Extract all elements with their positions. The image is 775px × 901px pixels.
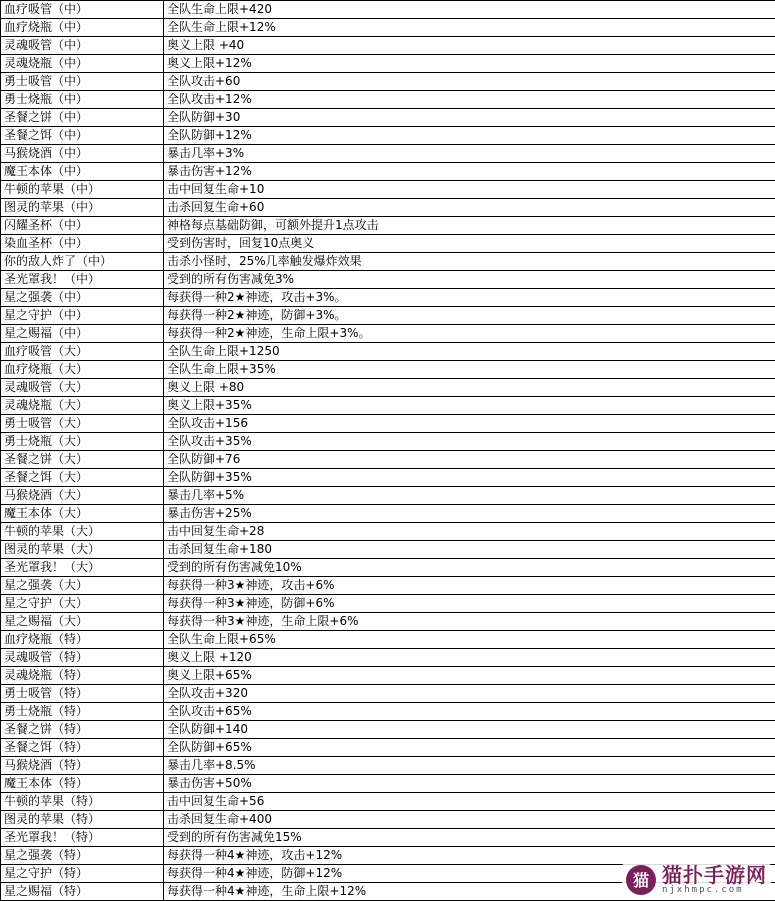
table-row [1, 397, 775, 415]
item-effect-cell: 全队防御+12% [164, 127, 775, 145]
item-name-cell: 圣餐之饵（大） [1, 469, 164, 487]
item-name-cell: 灵魂烧瓶（特） [1, 667, 164, 685]
item-effect-cell: 击杀回复生命+60 [164, 199, 775, 217]
item-effect-cell: 每获得一种3★神迹，生命上限+6% [164, 613, 775, 631]
table-row [1, 73, 775, 91]
item-name-cell: 灵魂吸管（大） [1, 379, 164, 397]
table-body [1, 1, 775, 901]
item-name-cell: 勇士烧瓶（大） [1, 433, 164, 451]
item-name-cell: 星之守护（大） [1, 595, 164, 613]
item-name-cell: 勇士烧瓶（中） [1, 91, 164, 109]
table-row [1, 181, 775, 199]
item-name-cell: 马猴烧酒（中） [1, 145, 164, 163]
item-effect-cell: 全队生命上限+420 [164, 1, 775, 19]
item-effect-cell: 奥义上限 +40 [164, 37, 775, 55]
item-effect-cell: 全队防御+140 [164, 721, 775, 739]
item-name-cell: 勇士吸管（大） [1, 415, 164, 433]
item-effect-cell: 受到的所有伤害减免15% [164, 829, 775, 847]
table-row [1, 235, 775, 253]
item-name-cell: 牛顿的苹果（特） [1, 793, 164, 811]
item-effect-cell: 击杀小怪时，25%几率触发爆炸效果 [164, 253, 775, 271]
table-row [1, 127, 775, 145]
item-name-cell: 牛顿的苹果（大） [1, 523, 164, 541]
item-effect-cell: 全队防御+30 [164, 109, 775, 127]
item-name-cell: 灵魂烧瓶（大） [1, 397, 164, 415]
item-effect-cell: 每获得一种4★神迹，生命上限+12% [164, 883, 775, 901]
item-name-cell: 星之强袭（特） [1, 847, 164, 865]
item-effect-cell: 全队防御+65% [164, 739, 775, 757]
item-name-cell: 魔王本体（大） [1, 505, 164, 523]
item-effect-cell: 击中回复生命+28 [164, 523, 775, 541]
item-name-cell: 星之守护（特） [1, 865, 164, 883]
table-row [1, 289, 775, 307]
item-name-cell: 血疗吸管（大） [1, 343, 164, 361]
item-effect-cell: 全队攻击+65% [164, 703, 775, 721]
item-effect-cell: 全队攻击+35% [164, 433, 775, 451]
item-effect-cell: 全队生命上限+1250 [164, 343, 775, 361]
item-effect-cell: 暴击几率+5% [164, 487, 775, 505]
cat-logo-icon: 猫 [626, 865, 656, 895]
item-name-cell: 圣餐之饼（大） [1, 451, 164, 469]
site-watermark [622, 863, 771, 897]
item-name-cell: 星之赐福（中） [1, 325, 164, 343]
item-name-cell: 灵魂烧瓶（中） [1, 55, 164, 73]
table-row [1, 595, 775, 613]
item-effect-cell: 受到伤害时，回复10点奥义 [164, 235, 775, 253]
item-effect-cell: 暴击伤害+50% [164, 775, 775, 793]
table-row [1, 325, 775, 343]
table-row [1, 451, 775, 469]
table-row [1, 757, 775, 775]
table-row [1, 667, 775, 685]
item-effect-cell: 全队生命上限+12% [164, 19, 775, 37]
item-effect-cell: 暴击伤害+25% [164, 505, 775, 523]
table-row [1, 217, 775, 235]
item-effect-cell: 每获得一种3★神迹，防御+6% [164, 595, 775, 613]
item-effect-cell: 全队防御+76 [164, 451, 775, 469]
item-effect-cell: 受到的所有伤害减免3% [164, 271, 775, 289]
table-row [1, 469, 775, 487]
table-row [1, 829, 775, 847]
item-name-cell: 马猴烧酒（大） [1, 487, 164, 505]
item-name-cell: 圣光罩我！（特） [1, 829, 164, 847]
item-effect-cell: 击杀回复生命+180 [164, 541, 775, 559]
watermark-site-name: 猫扑手游网 [662, 862, 767, 887]
table-row [1, 649, 775, 667]
table-row [1, 559, 775, 577]
item-name-cell: 闪耀圣杯（中） [1, 217, 164, 235]
item-name-cell: 灵魂吸管（特） [1, 649, 164, 667]
item-name-cell: 圣餐之饼（中） [1, 109, 164, 127]
watermark-url: njxhmpc.com [662, 884, 744, 895]
item-effect-cell: 每获得一种2★神迹，攻击+3%。 [164, 289, 775, 307]
item-effect-cell: 全队生命上限+65% [164, 631, 775, 649]
table-row [1, 433, 775, 451]
table-row [1, 739, 775, 757]
item-name-cell: 勇士吸管（中） [1, 73, 164, 91]
table-row [1, 523, 775, 541]
item-effect-cell: 奥义上限+35% [164, 397, 775, 415]
item-effect-cell: 神格每点基础防御，可额外提升1点攻击 [164, 217, 775, 235]
item-effect-cell: 奥义上限+65% [164, 667, 775, 685]
item-effect-cell: 击中回复生命+56 [164, 793, 775, 811]
table-row [1, 91, 775, 109]
item-effect-cell: 全队攻击+320 [164, 685, 775, 703]
item-effect-cell: 全队攻击+60 [164, 73, 775, 91]
item-name-cell: 勇士烧瓶（特） [1, 703, 164, 721]
table-row [1, 109, 775, 127]
table-row [1, 1, 775, 19]
item-effect-cell: 全队生命上限+35% [164, 361, 775, 379]
item-name-cell: 图灵的苹果（特） [1, 811, 164, 829]
item-name-cell: 魔王本体（中） [1, 163, 164, 181]
item-effect-cell: 每获得一种4★神迹，攻击+12% [164, 847, 775, 865]
item-effect-cell: 每获得一种2★神迹，防御+3%。 [164, 307, 775, 325]
item-name-cell: 星之赐福（大） [1, 613, 164, 631]
item-name-cell: 血疗烧瓶（大） [1, 361, 164, 379]
item-name-cell: 圣光罩我！（中） [1, 271, 164, 289]
item-name-cell: 图灵的苹果（中） [1, 199, 164, 217]
item-name-cell: 你的敌人炸了（中） [1, 253, 164, 271]
item-name-cell: 牛顿的苹果（中） [1, 181, 164, 199]
item-name-cell: 图灵的苹果（大） [1, 541, 164, 559]
item-name-cell: 魔王本体（特） [1, 775, 164, 793]
item-name-cell: 染血圣杯（中） [1, 235, 164, 253]
item-name-cell: 血疗烧瓶（特） [1, 631, 164, 649]
table-row [1, 199, 775, 217]
table-row [1, 37, 775, 55]
table-row [1, 685, 775, 703]
item-name-cell: 灵魂吸管（中） [1, 37, 164, 55]
table-row [1, 721, 775, 739]
item-effect-cell: 奥义上限 +120 [164, 649, 775, 667]
item-name-cell: 血疗烧瓶（中） [1, 19, 164, 37]
table-row [1, 271, 775, 289]
table-row [1, 541, 775, 559]
item-effect-cell: 暴击伤害+12% [164, 163, 775, 181]
table-row [1, 487, 775, 505]
item-name-cell: 圣光罩我！（大） [1, 559, 164, 577]
table-row [1, 631, 775, 649]
item-effect-cell: 受到的所有伤害减免10% [164, 559, 775, 577]
item-name-cell: 马猴烧酒（特） [1, 757, 164, 775]
table-row [1, 505, 775, 523]
item-name-cell: 星之强袭（大） [1, 577, 164, 595]
item-name-cell: 星之守护（中） [1, 307, 164, 325]
item-effect-cell: 暴击几率+8.5% [164, 757, 775, 775]
item-name-cell: 星之强袭（中） [1, 289, 164, 307]
item-effect-cell: 全队攻击+156 [164, 415, 775, 433]
item-name-cell: 圣餐之饵（中） [1, 127, 164, 145]
table-row [1, 163, 775, 181]
table-row [1, 19, 775, 37]
item-effect-cell: 奥义上限 +80 [164, 379, 775, 397]
table-row [1, 145, 775, 163]
table-row [1, 253, 775, 271]
table-row [1, 415, 775, 433]
item-effect-cell: 每获得一种2★神迹，生命上限+3%。 [164, 325, 775, 343]
item-name-cell: 血疗吸管（中） [1, 1, 164, 19]
table-row [1, 343, 775, 361]
table-row [1, 703, 775, 721]
table-row [1, 379, 775, 397]
table-row [1, 577, 775, 595]
item-effect-cell: 击中回复生命+10 [164, 181, 775, 199]
table-row [1, 361, 775, 379]
item-effect-cell: 每获得一种4★神迹，防御+12% [164, 865, 775, 883]
item-effect-cell: 暴击几率+3% [164, 145, 775, 163]
table-row [1, 307, 775, 325]
table-row [1, 55, 775, 73]
item-effect-cell: 每获得一种3★神迹，攻击+6% [164, 577, 775, 595]
item-effect-cell: 全队防御+35% [164, 469, 775, 487]
table-row [1, 847, 775, 865]
item-name-cell: 勇士吸管（特） [1, 685, 164, 703]
item-name-cell: 圣餐之饼（特） [1, 721, 164, 739]
table-row [1, 613, 775, 631]
item-effect-cell: 全队攻击+12% [164, 91, 775, 109]
item-name-cell: 圣餐之饵（特） [1, 739, 164, 757]
item-effect-cell: 奥义上限+12% [164, 55, 775, 73]
table-row [1, 811, 775, 829]
item-name-cell: 星之赐福（特） [1, 883, 164, 901]
table-row [1, 793, 775, 811]
item-effect-cell: 击杀回复生命+400 [164, 811, 775, 829]
table-row [1, 775, 775, 793]
